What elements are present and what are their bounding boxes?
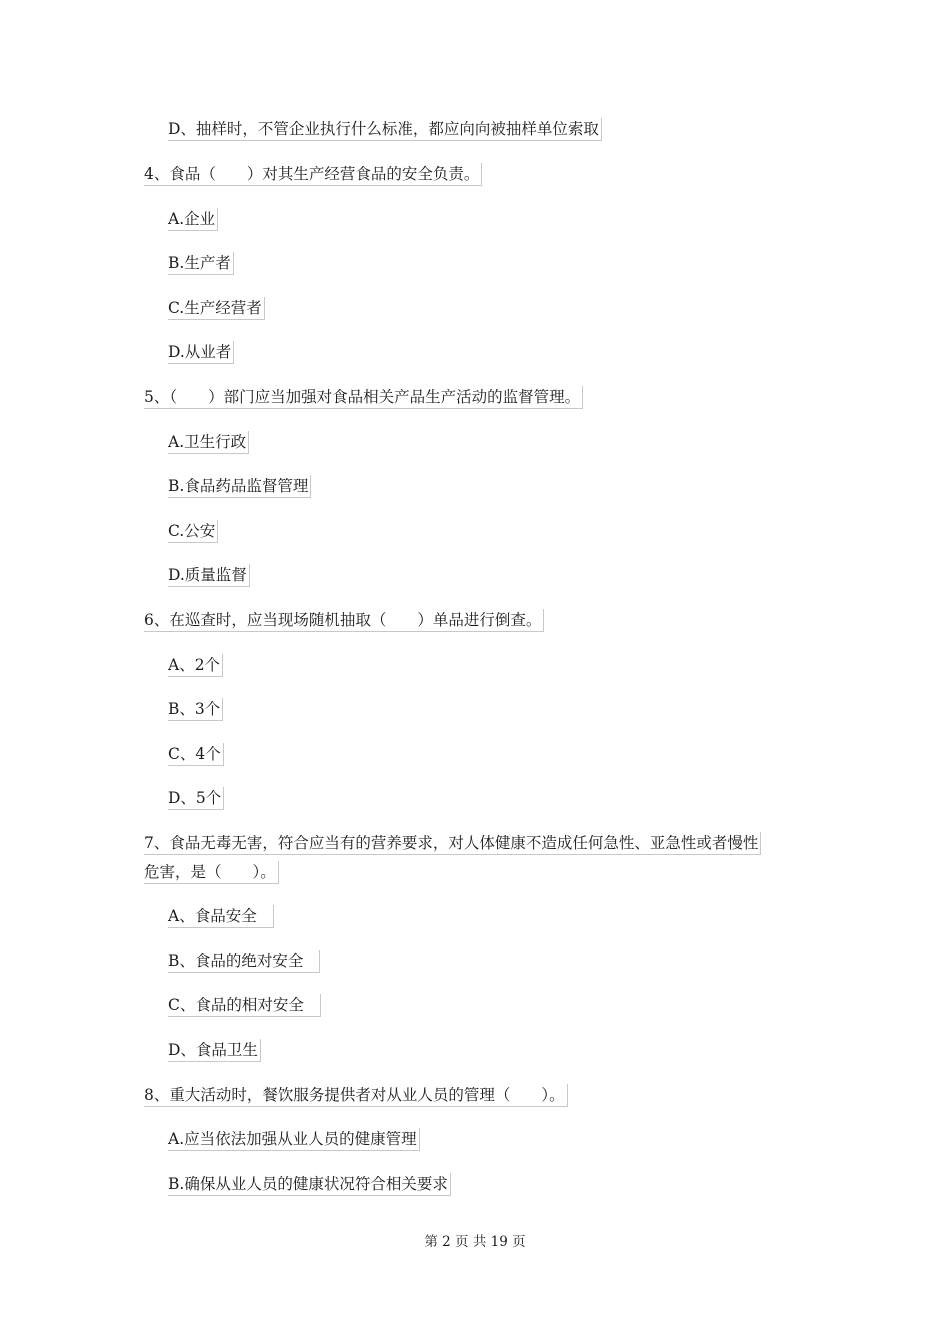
q6-option-c: C、4个: [168, 743, 224, 766]
q4-option-d: D.从业者: [168, 341, 234, 364]
q6-stem: 6、在巡查时，应当现场随机抽取（ ）单品进行倒查。: [144, 609, 544, 632]
q3-option-d: D、抽样时，不管企业执行什么标准，都应向向被抽样单位索取: [168, 118, 602, 141]
q7-stem-line2: 危害，是（ ）。: [144, 861, 279, 884]
q4-option-a: A.企业: [168, 208, 218, 231]
page-footer: 第 2 页 共 19 页: [424, 1234, 526, 1250]
q7-option-d: D、食品卫生: [168, 1039, 261, 1062]
q4-option-c: C.生产经营者: [168, 297, 265, 320]
q8-stem: 8、重大活动时，餐饮服务提供者对从业人员的管理（ ）。: [144, 1084, 568, 1107]
q8-option-a: A.应当依法加强从业人员的健康管理: [168, 1128, 420, 1151]
q6-option-d: D、5个: [168, 787, 224, 810]
q4-stem: 4、食品（ ）对其生产经营食品的安全负责。: [144, 163, 482, 186]
q4-option-b: B.生产者: [168, 252, 234, 275]
q6-option-a: A、2个: [168, 654, 223, 677]
q5-option-a: A.卫生行政: [168, 431, 249, 454]
q5-option-d: D.质量监督: [168, 564, 250, 587]
q8-option-b: B.确保从业人员的健康状况符合相关要求: [168, 1173, 451, 1196]
q7-option-b: B、食品的绝对安全: [168, 950, 320, 973]
q7-stem-line1: 7、食品无毒无害，符合应当有的营养要求，对人体健康不造成任何急性、亚急性或者慢性: [144, 832, 761, 855]
q7-option-c: C、食品的相对安全: [168, 994, 321, 1017]
q5-option-b: B.食品药品监督管理: [168, 475, 311, 498]
q5-stem: 5、（ ）部门应当加强对食品相关产品生产活动的监督管理。: [144, 386, 583, 409]
q5-option-c: C.公安: [168, 520, 218, 543]
q6-option-b: B、3个: [168, 698, 223, 721]
q7-option-a: A、食品安全: [168, 905, 274, 928]
